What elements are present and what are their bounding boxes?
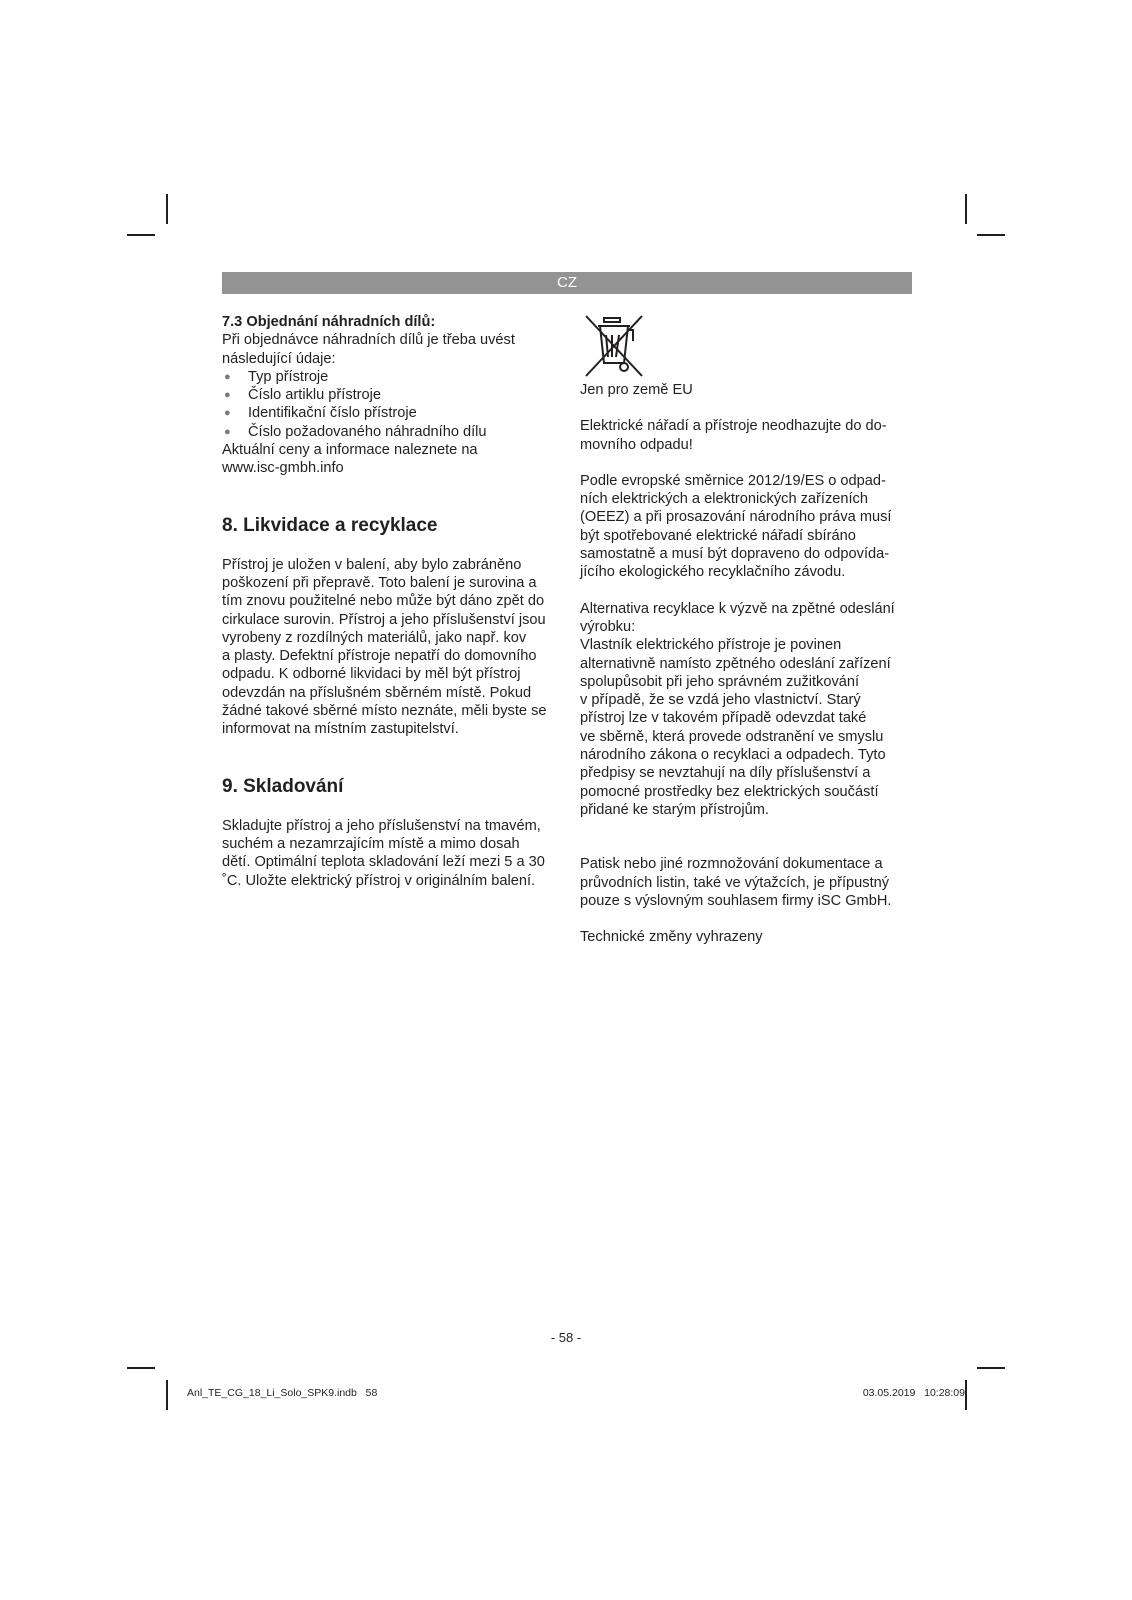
text-line: přidané ke starým přístrojům. [580, 801, 769, 818]
text-line: průvodních listin, také ve výtažcích, je přípustný [580, 874, 890, 891]
text-line: Patisk nebo jiné rozmnožování dokumentace a [580, 856, 883, 873]
alternative-recycling-paragraph [580, 600, 910, 820]
language-header-bar: CZ [222, 272, 912, 294]
crop-mark [965, 1380, 967, 1410]
list-item-text: Číslo požadovaného náhradního dílu [248, 423, 487, 440]
text-line: tím znovu použitelné nebo může být dáno zpět do [222, 593, 545, 610]
bullet-icon: ● [224, 389, 231, 402]
spare-parts-list [222, 368, 562, 441]
page-number: - 58 - [550, 1330, 582, 1345]
text-line: Skladujte přístroj a jeho příslušenství na tmavém, [222, 817, 541, 834]
crop-mark [166, 1380, 168, 1410]
text-line: a plasty. Defektní přístroje nepatří do domovního [222, 648, 537, 665]
text-line: žádné takové sběrné místo neznáte, měli byste se [222, 703, 547, 720]
crop-mark [127, 234, 155, 236]
reprint-notice [580, 855, 910, 910]
section-7-3-heading: 7.3 Objednání náhradních dílů: [222, 314, 436, 330]
text-line: Vlastník elektrického přístroje je povinen [580, 637, 842, 654]
text-line: vyrobeny z rozdílných materiálů, jako např. kov [222, 629, 527, 646]
list-item [222, 368, 562, 386]
crossed-out-wheelie-bin-icon [582, 313, 646, 379]
technical-changes-note: Technické změny vyhrazeny [580, 929, 763, 946]
text-line: ních elektrických a elektronických zařízeních [580, 491, 868, 508]
info-line: Aktuální ceny a informace naleznete na [222, 442, 478, 459]
text-line: Elektrické nářadí a přístroje neodhazujte do do- [580, 418, 887, 435]
section-9-heading: 9. Skladování [222, 775, 344, 797]
section-8-body [222, 556, 562, 739]
crop-mark [166, 194, 168, 224]
left-column [222, 313, 562, 890]
section-9-body [222, 817, 562, 890]
info-paragraph [222, 441, 562, 478]
crop-mark [977, 1367, 1005, 1369]
footer-file-info: Anl_TE_CG_18_Li_Solo_SPK9.indb 58 [187, 1387, 378, 1399]
text-line: Přístroj je uložen v balení, aby bylo zabráněno [222, 556, 522, 573]
intro-line: Při objednávce náhradních dílů je třeba uvést [222, 332, 515, 349]
text-line: movního odpadu! [580, 436, 693, 453]
section-7-3-intro [222, 331, 562, 368]
text-line: výrobku: [580, 618, 636, 635]
text-line: spolupůsobit při jeho správném zužitkování [580, 673, 860, 690]
text-line: v případě, že se vzdá jeho vlastnictví. Starý [580, 692, 861, 709]
text-line: informovat na místním zastupitelství. [222, 721, 459, 738]
disposal-warning [580, 417, 910, 454]
text-line: pouze s výslovným souhlasem firmy iSC GmbH. [580, 892, 892, 909]
footer-timestamp: 03.05.2019 10:28:09 [862, 1387, 965, 1399]
bullet-icon: ● [224, 407, 231, 420]
text-line: pomocné prostředky bez elektrických součástí [580, 783, 879, 800]
eu-only-note: Jen pro země EU [580, 382, 693, 398]
list-item [222, 423, 562, 441]
text-line: ˚C. Uložte elektrický přístroj v originálním balení. [222, 872, 536, 889]
text-line: ve sběrně, která provede odstranění ve smyslu [580, 728, 884, 745]
crop-mark [965, 194, 967, 224]
crop-mark [977, 234, 1005, 236]
text-line: přístroj lze v takovém případě odevzdat také [580, 710, 867, 727]
list-item-text: Číslo artiklu přístroje [248, 387, 382, 404]
text-line: suchém a nezamrzajícím místě a mimo dosah [222, 835, 520, 852]
text-line: poškození při přepravě. Toto balení je surovina a [222, 574, 537, 591]
text-line: cirkulace surovin. Přístroj a jeho příslušenství jsou [222, 611, 546, 628]
right-column [580, 313, 910, 946]
bullet-icon: ● [224, 425, 231, 438]
crop-mark [127, 1367, 155, 1369]
text-line: Alternativa recyklace k výzvě na zpětné odeslání [580, 600, 895, 617]
directive-paragraph [580, 472, 910, 582]
text-line: jícího ekologického recyklačního závodu. [580, 564, 846, 581]
text-line: odpadu. K odborné likvidaci by měl být přístroj [222, 666, 521, 683]
text-line: národního zákona o recyklaci a odpadech. Tyto [580, 747, 886, 764]
text-line: odevzdán na příslušném sběrném místě. Pokud [222, 684, 532, 701]
website-url: www.isc-gmbh.info [222, 460, 344, 477]
text-line: dětí. Optimální teplota skladování leží mezi 5 a 30 [222, 854, 545, 871]
text-line: Podle evropské směrnice 2012/19/ES o odpad- [580, 472, 886, 489]
section-8-heading: 8. Likvidace a recyklace [222, 514, 438, 536]
text-line: předpisy se nevztahují na díly příslušenství a [580, 765, 871, 782]
list-item-text: Identifikační číslo přístroje [248, 405, 417, 422]
text-line: samostatně a musí být dopraveno do odpovída- [580, 546, 890, 563]
bullet-icon: ● [224, 370, 231, 383]
list-item-text: Typ přístroje [248, 368, 329, 385]
list-item [222, 404, 562, 422]
text-line: alternativně namísto zpětného odeslání zařízení [580, 655, 891, 672]
text-line: být spotřebované elektrické nářadí sbíráno [580, 527, 856, 544]
list-item [222, 386, 562, 404]
intro-line: následující údaje: [222, 350, 336, 367]
text-line: (OEEZ) a při prosazování národního práva musí [580, 509, 892, 526]
